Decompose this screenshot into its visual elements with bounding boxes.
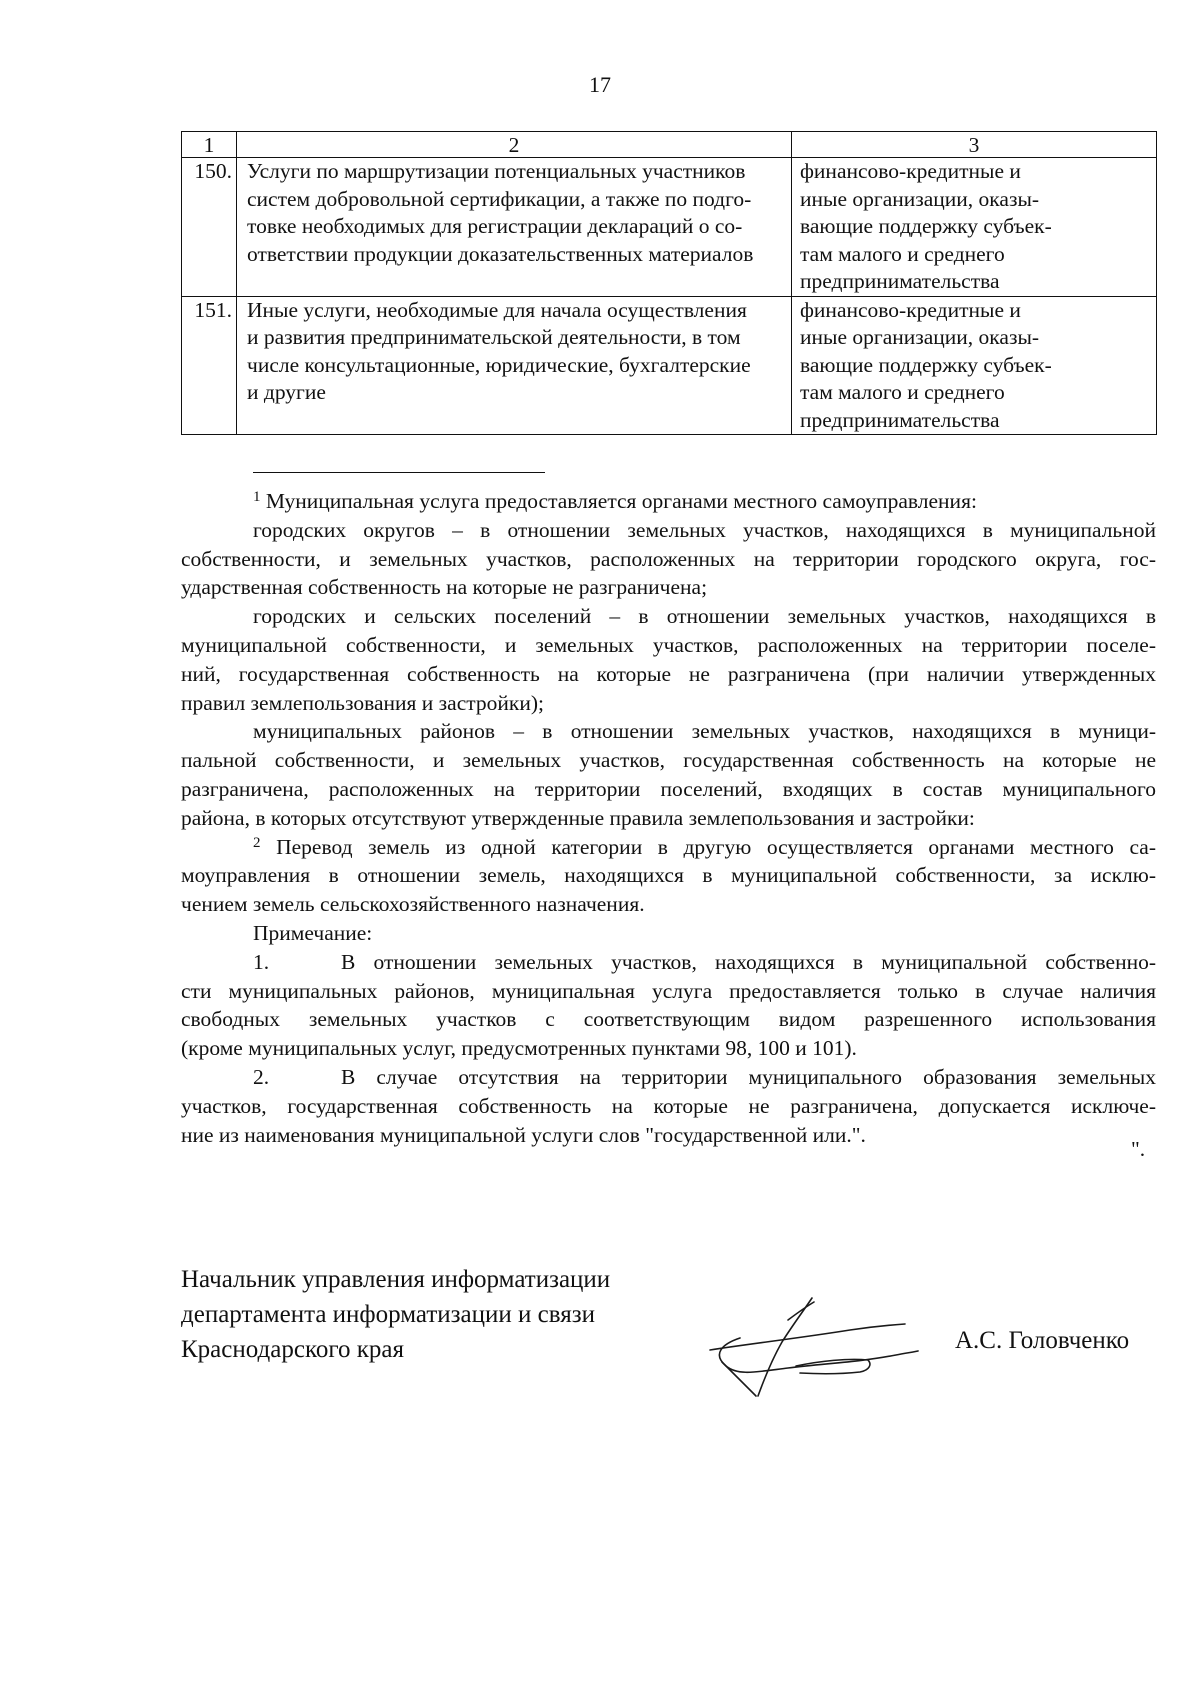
note-line: участков, государственная собственность на которые не разграничена, допускается исключе- [181,1093,1156,1118]
description-line: числе консультационные, юридические, бухгалтерские [247,352,751,377]
organizations-line: финансово-кредитные и [800,297,1021,322]
organizations-line: иные организации, оказы- [800,186,1040,211]
description-line: ответствии продукции доказательственных материалов [247,241,754,266]
service-description [237,296,792,435]
table-header-row [182,132,1157,158]
table-row [182,158,1157,297]
note-text: В отношении земельных участков, находящихся в муниципальной собственно- [341,949,1156,974]
column-header: 2 [237,132,792,158]
column-header: 1 [182,132,237,158]
description-line: Услуги по маршрутизации потенциальных участников [247,159,746,183]
service-organizations [792,158,1157,297]
note-title: Примечание: [253,920,373,945]
signature-block [181,1262,610,1367]
footnote-line: района, в которых отсутствуют утвержденные правила землепользования и застройки: [181,805,975,830]
row-number: 150. [182,158,237,297]
footnote-line: чением земель сельскохозяйственного назначения. [181,892,645,917]
service-organizations [792,296,1157,435]
footnote-text: Муниципальная услуга предоставляется органами местного самоуправления: [265,489,977,513]
footnote-line: собственности, и земельных участков, расположенных на территории городского округа, гос- [181,546,1156,571]
organizations-line: предпринимательства [800,269,1000,293]
description-line: товке необходимых для регистрации деклараций о со- [247,214,743,238]
service-description [237,158,792,297]
note-line: сти муниципальных районов, муниципальная услуга предоставляется только в случае наличия [181,978,1156,1003]
column-header: 3 [792,132,1157,158]
footnote-marker: 1 [253,489,261,505]
row-number: 151. [182,296,237,435]
organizations-line: вающие поддержку субъек- [800,352,1052,377]
handwritten-signature [700,1292,920,1400]
note-text: В случае отсутствия на территории муниципального образования земельных [341,1064,1156,1089]
note-item-number: 2. [253,1064,270,1089]
footnote-line: ний, государственная собственность на которые не разграничена (при наличии утвержденных [181,661,1156,686]
description-line: систем добровольной сертификации, а также по подго- [247,186,752,211]
table-row [182,296,1157,435]
footnote-line: муниципальной собственности, и земельных участков, расположенных на территории поселе- [181,632,1156,657]
organizations-line: вающие поддержку субъек- [800,214,1052,238]
footnote-line: ударственная собственность на которые не разграничена; [181,575,708,600]
footnote-line: разграничена, расположенных на территории поселений, входящих в состав муниципального [181,776,1156,801]
footnote-line: пальной собственности, и земельных участков, государственная собственность на которые не [181,748,1156,773]
signer-name: А.С. Головченко [955,1327,1130,1354]
footnote-1-intro [181,487,1156,516]
description-line: Иные услуги, необходимые для начала осуществления [247,297,747,322]
organizations-line: финансово-кредитные и [800,159,1021,183]
description-line: и другие [247,380,326,404]
signer-position-line: Начальник управления информатизации [181,1266,611,1293]
footnote-line: правил землепользования и застройки); [181,690,544,715]
footnote-line: городских и сельских поселений – в отношении земельных участков, находящихся в [253,604,1156,629]
organizations-line: там малого и среднего [800,380,1005,404]
footnote-marker: 2 [253,834,261,851]
note-line: (кроме муниципальных услуг, предусмотренных пунктами 98, 100 и 101). [181,1036,857,1061]
footnote-line: городских округов – в отношении земельных участков, находящихся в муниципальной [253,517,1156,542]
footnotes-section [181,487,1156,1149]
page-number: 17 [589,72,611,97]
signer-position-line: Краснодарского края [181,1336,404,1363]
organizations-line: там малого и среднего [800,241,1005,266]
note-item-first-line [181,1063,1156,1092]
note-line: свободных земельных участков с соответствующим видом разрешенного использования [181,1007,1156,1032]
footnote-2-first-line [181,833,1156,862]
footnote-line: муниципальных районов – в отношении земельных участков, находящихся в муници- [253,719,1156,744]
organizations-line: иные организации, оказы- [800,325,1040,349]
closing-quote: ". [1131,1137,1146,1161]
note-item-first-line [181,948,1156,977]
description-line: и развития предпринимательской деятельности, в том [247,325,741,349]
footnote-text: Перевод земель из одной категории в другую осуществляется органами местного са- [276,834,1157,859]
footnote-separator [253,472,545,473]
note-item-number: 1. [253,949,270,974]
note-line: ние из наименования муниципальной услуги слов "государственной или.". [181,1122,866,1147]
services-table [181,131,1157,435]
footnote-line: моуправления в отношении земель, находящихся в муниципальной собственности, за исклю- [181,863,1156,888]
organizations-line: предпринимательства [800,407,1000,432]
signer-position-line: департамента информатизации и связи [181,1301,595,1328]
